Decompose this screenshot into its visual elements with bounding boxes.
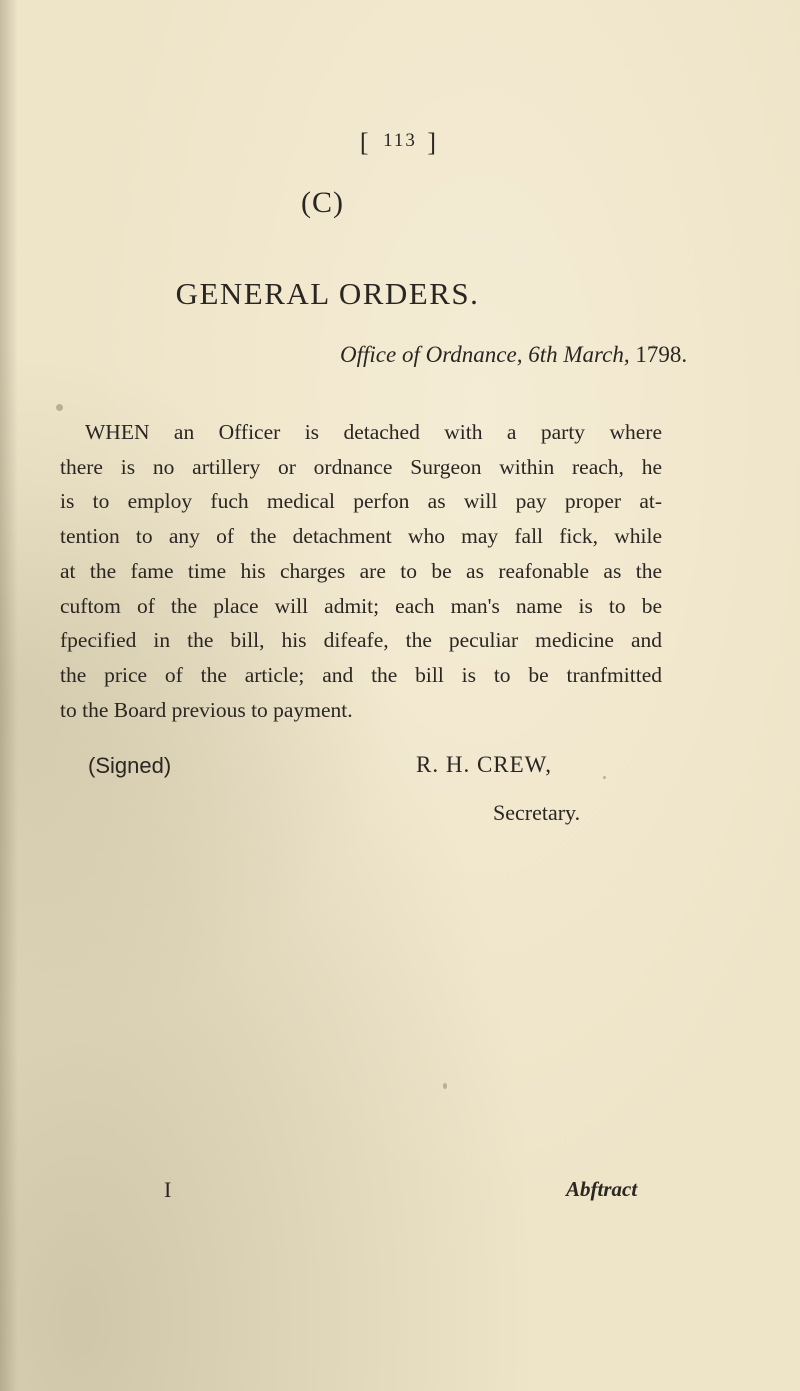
page-number: [ 113 ]	[359, 128, 441, 157]
dateline-place: Office of Ordnance,	[340, 342, 523, 367]
paper-speck	[56, 404, 63, 411]
body-line: cuftom of the place will admit; each man's name is to be	[60, 593, 662, 618]
paper-speck	[652, 345, 655, 348]
catchword: Abftract	[566, 1177, 638, 1201]
body-line: the price of the article; and the bill is to be tranfmitted	[60, 662, 662, 687]
dateline-year: 1798.	[635, 342, 688, 367]
body-line: at the fame time his charges are to be as reafonable as the	[60, 558, 662, 583]
paper-speck	[443, 1083, 447, 1089]
order-body	[60, 415, 662, 727]
signatory-name: R. H. CREW,	[416, 752, 553, 777]
printer-signature-mark: I	[164, 1177, 172, 1202]
signed-label: (Signed)	[88, 753, 172, 778]
body-line: is to employ fuch medical perfon as will pay proper at-	[60, 489, 662, 514]
body-line: WHEN an Officer is detached with a party where	[85, 420, 662, 444]
dateline	[340, 342, 687, 368]
body-line: fpecified in the bill, his difeafe, the peculiar medicine and	[60, 628, 662, 653]
paper-speck	[603, 776, 606, 779]
dateline-date: 6th March,	[528, 342, 630, 367]
page-number-value: 113	[383, 130, 417, 151]
body-line: there is no artillery or ordnance Surgeon within reach, he	[60, 454, 662, 479]
body-line: tention to any of the detachment who may fall fick, while	[60, 524, 662, 549]
appendix-letter: (C)	[301, 186, 344, 219]
signatory-title: Secretary.	[493, 800, 581, 825]
body-line: to the Board previous to payment.	[60, 697, 353, 722]
section-heading: GENERAL ORDERS.	[175, 276, 480, 311]
